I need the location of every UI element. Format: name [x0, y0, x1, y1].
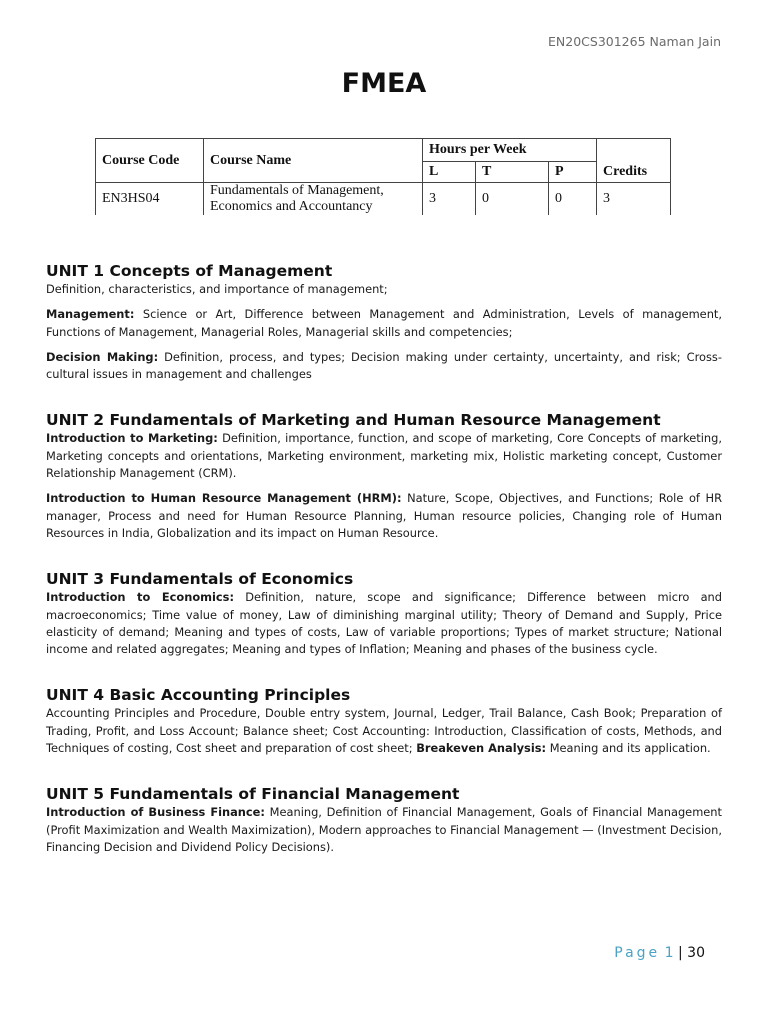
- unit-2-marketing-text: Definition, importance, function, and scope of marketing, Core Concepts of marketing, Marketing concepts and orientations, Marketing environment, marketing mix, Holistic marketing concept, Customer Relationship Management (CRM).: [46, 431, 722, 481]
- syllabus-content: [46, 261, 722, 883]
- unit-4-breakeven-label: Breakeven Analysis:: [416, 741, 547, 756]
- course-table: [95, 138, 671, 215]
- course-name-cell: [204, 183, 423, 216]
- page-separator: |: [678, 945, 683, 961]
- unit-4: [46, 685, 722, 757]
- unit-2-marketing-label: Introduction to Marketing:: [46, 431, 218, 446]
- unit-4-breakeven-text: Meaning and its application.: [546, 741, 711, 756]
- page-footer: [614, 945, 705, 961]
- unit-2-title: UNIT 2 Fundamentals of Marketing and Human Resource Management: [46, 411, 661, 430]
- t-cell: 0: [476, 183, 549, 216]
- unit-2-marketing: [46, 430, 722, 482]
- unit-1-decision-label: Decision Making:: [46, 349, 159, 364]
- col-p: P: [549, 162, 597, 183]
- unit-2-hrm-text: Nature, Scope, Objectives, and Functions; Role of HR manager, Process and need for Human Resource Planning, Human resource policies, Changing role of Human Resources in India, Globalization and its impact on Human Resource.: [46, 491, 722, 540]
- l-cell: 3: [423, 183, 476, 216]
- unit-1-decision-making: [46, 349, 722, 384]
- unit-5-finance-label: Introduction of Business Finance:: [46, 805, 265, 820]
- unit-1-title: UNIT 1 Concepts of Management: [46, 262, 333, 280]
- col-t: T: [476, 162, 549, 183]
- unit-1-management-label: Management:: [46, 307, 135, 322]
- unit-2-hrm-label: Introduction to Human Resource Management (HRM):: [46, 491, 402, 506]
- col-hours-per-week: Hours per Week: [423, 139, 597, 162]
- unit-4-title: UNIT 4 Basic Accounting Principles: [46, 686, 351, 705]
- unit-3: [46, 569, 722, 658]
- unit-4-accounting-text: Accounting Principles and Procedure, Double entry system, Journal, Ledger, Trail Balance, Cash Book; Preparation of Trading, Profit, and Loss Account; Balance sheet; Cost Accounting: Introduction, Classification of costs, Methods, and Techniques of costing, Cost sheet and preparation of cost sheet;: [46, 706, 722, 756]
- document-title: FMEA: [341, 68, 427, 99]
- unit-1-management: [46, 306, 722, 341]
- page-number: 1: [664, 945, 674, 961]
- unit-1-intro: Definition, characteristics, and importance of management;: [46, 282, 388, 296]
- unit-5: [46, 784, 722, 856]
- p-cell: 0: [549, 183, 597, 216]
- course-table-header-row: [96, 139, 671, 162]
- col-l: L: [423, 162, 476, 183]
- course-name-line-1: Fundamentals of Management,: [210, 183, 384, 198]
- unit-2-hrm: [46, 490, 722, 542]
- unit-3-economics-label: Introduction to Economics:: [46, 590, 235, 605]
- unit-3-title: UNIT 3 Fundamentals of Economics: [46, 570, 354, 589]
- col-course-name: Course Name: [204, 139, 423, 183]
- col-credits: Credits: [597, 162, 671, 183]
- course-table-row: [96, 183, 671, 216]
- unit-5-finance: [46, 804, 722, 856]
- student-id-header: EN20CS301265 Naman Jain: [548, 34, 721, 49]
- unit-4-accounting: [46, 705, 722, 757]
- unit-1-management-text: Science or Art, Difference between Management and Administration, Levels of management, Functions of Management, Managerial Roles, Managerial skills and competencies;: [46, 307, 722, 339]
- unit-5-title: UNIT 5 Fundamentals of Financial Management: [46, 785, 460, 804]
- col-course-code: Course Code: [96, 139, 204, 183]
- course-code-cell: EN3HS04: [96, 183, 204, 216]
- unit-3-economics-text: Definition, nature, scope and significance; Difference between micro and macroeconomics; Time value of money, Law of diminishing marginal utility; Theory of Demand and Supply, Price elasticity of demand; Meaning and types of costs, Law of variable proportions; Types of market structure; National income and related aggregates; Meaning and types of Inflation; Meaning and phases of the business cycle.: [46, 590, 722, 657]
- credits-cell: 3: [597, 183, 671, 216]
- unit-3-economics: [46, 589, 722, 658]
- total-pages: 30: [687, 945, 705, 961]
- course-name-line-2: Economics and Accountancy: [210, 199, 373, 214]
- unit-5-finance-text: Meaning, Definition of Financial Management, Goals of Financial Management (Profit Maximization and Wealth Maximization), Modern approaches to Financial Management — (Investment Decision, Financing Decision and Dividend Policy Decisions).: [46, 805, 722, 854]
- unit-1-decision-text: Definition, process, and types; Decision making under certainty, uncertainty, and risk; Cross-cultural issues in management and challenges: [46, 349, 722, 382]
- page-word: Page: [614, 945, 661, 961]
- unit-1: [46, 261, 722, 383]
- col-credits-spacer: [597, 139, 671, 162]
- unit-2: [46, 410, 722, 542]
